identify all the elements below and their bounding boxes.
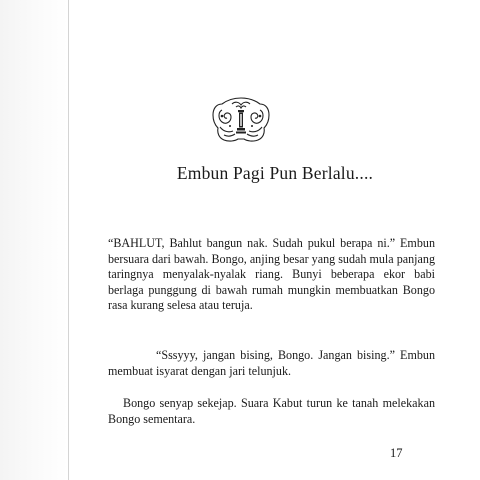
chapter-title: Embun Pagi Pun Berlalu.... (176, 163, 374, 183)
paragraph-3: Bongo senyap sekejap. Suara Kabut turun ke tanah melekakan Bongo sementara. (108, 396, 435, 426)
page-edge-line (68, 0, 69, 480)
page-number: 17 (390, 446, 403, 460)
page-gutter-shadow (0, 0, 68, 480)
decorative-chapter-ornament-icon (210, 95, 272, 145)
paragraph-1: “BAHLUT, Bahlut bangun nak. Sudah pukul berapa ni.” Embun bersuara dari bawah. Bongo, anjing besar yang sudah mula panjang taringnya menyalak-nyalak riang. Bunyi beberapa ekor babi berlaga punggung di bawah rumah mungkin membuatkan Bongo rasa kurang selesa atau teruja. (108, 236, 435, 313)
paragraph-2: “Sssyyy, jangan bising, Bongo. Jangan bising.” Embun membuat isyarat dengan jari telunjuk. (108, 348, 435, 378)
